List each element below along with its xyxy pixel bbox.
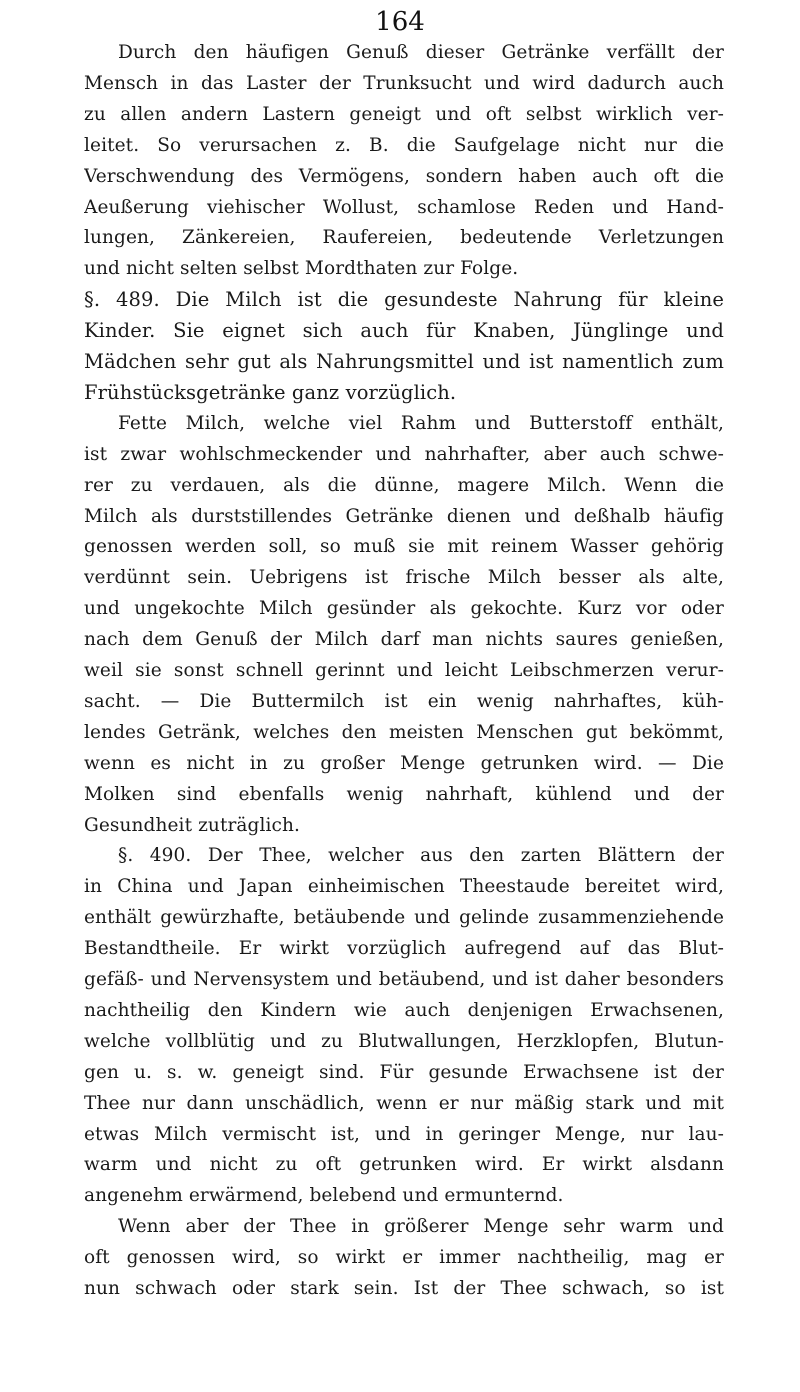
- text-line: Bestandtheile. Er wirkt vorzüglich aufregend auf das Blut-: [84, 938, 724, 960]
- text-line: in China und Japan einheimischen Theestaude bereitet wird,: [84, 876, 724, 898]
- text-line: oft genossen wird, so wirkt er immer nachtheilig, mag er: [84, 1247, 724, 1269]
- text-line: nachtheilig den Kindern wie auch denjenigen Erwachsenen,: [84, 999, 724, 1021]
- text-line: verdünnt sein. Uebrigens ist frische Milch besser als alte,: [84, 567, 724, 589]
- text-line: Aeußerung viehischer Wollust, schamlose Reden und Hand-: [84, 196, 724, 218]
- text-line: Milch als durststillendes Getränke dienen und deßhalb häufig: [84, 505, 724, 527]
- text-line: nun schwach oder stark sein. Ist der Thee schwach, so ist: [84, 1278, 724, 1299]
- text-line: §. 490. Der Thee, welcher aus den zarten Blättern der: [118, 845, 724, 867]
- text-line: weil sie sonst schnell gerinnt und leicht Leibschmerzen verur-: [84, 660, 724, 681]
- text-line: nach dem Genuß der Milch darf man nichts saures genießen,: [84, 629, 724, 651]
- text-line: genossen werden soll, so muß sie mit reinem Wasser gehörig: [84, 536, 724, 558]
- text-line: Mädchen sehr gut als Nahrungsmittel und ist namentlich zum: [84, 350, 724, 373]
- text-line: §. 489. Die Milch ist die gesundeste Nahrung für kleine: [84, 288, 724, 312]
- text-line: ist zwar wohlschmeckender und nahrhafter, aber auch schwe-: [84, 443, 724, 465]
- text-line: wenn es nicht in zu großer Menge getrunken wird. — Die: [84, 752, 724, 774]
- text-line: angenehm erwärmend, belebend und ermunternd.: [84, 1185, 564, 1207]
- text-line: Mensch in das Laster der Trunksucht und wird dadurch auch: [84, 72, 724, 94]
- text-line: leitet. So verursachen z. B. die Saufgelage nicht nur die: [84, 134, 724, 156]
- text-line: Frühstücksgetränke ganz vorzüglich.: [84, 380, 457, 404]
- text-line: welche vollblütig und zu Blutwallungen, Herzklopfen, Blutun-: [84, 1030, 724, 1052]
- text-line: warm und nicht zu oft getrunken wird. Er wirkt alsdann: [84, 1154, 724, 1176]
- text-line: rer zu verdauen, als die dünne, magere Milch. Wenn die: [84, 474, 724, 496]
- text-line: lungen, Zänkereien, Raufereien, bedeutende Verletzungen: [84, 227, 724, 249]
- text-line: sacht. — Die Buttermilch ist ein wenig nahrhaftes, küh-: [84, 690, 724, 712]
- text-line: gefäß- und Nervensystem und betäubend, und ist daher besonders: [84, 969, 724, 990]
- text-line: enthält gewürzhafte, betäubende und gelinde zusammenziehende: [84, 907, 724, 929]
- text-line: Molken sind ebenfalls wenig nahrhaft, kühlend und der: [84, 783, 724, 805]
- text-line: Fette Milch, welche viel Rahm und Butterstoff enthält,: [118, 412, 724, 434]
- text-line: und nicht selten selbst Mordthaten zur Folge.: [84, 258, 519, 280]
- text-line: gen u. s. w. geneigt sind. Für gesunde Erwachsene ist der: [84, 1061, 724, 1083]
- text-line: Gesundheit zuträglich.: [84, 814, 300, 836]
- text-line: Kinder. Sie eignet sich auch für Knaben, Jünglinge und: [84, 319, 724, 343]
- text-line: lendes Getränk, welches den meisten Menschen gut bekömmt,: [84, 721, 724, 743]
- page-number: 164: [375, 7, 425, 37]
- text-line: und ungekochte Milch gesünder als gekochte. Kurz vor oder: [84, 598, 724, 620]
- text-line: Wenn aber der Thee in größerer Menge sehr warm und: [118, 1216, 724, 1238]
- text-line: etwas Milch vermischt ist, und in geringer Menge, nur lau-: [84, 1123, 724, 1145]
- text-line: zu allen andern Lastern geneigt und oft selbst wirklich ver-: [84, 103, 724, 125]
- text-line: Verschwendung des Vermögens, sondern haben auch oft die: [84, 165, 724, 187]
- text-line: Thee nur dann unschädlich, wenn er nur mäßig stark und mit: [84, 1092, 724, 1114]
- text-line: Durch den häufigen Genuß dieser Getränke verfällt der: [118, 42, 724, 63]
